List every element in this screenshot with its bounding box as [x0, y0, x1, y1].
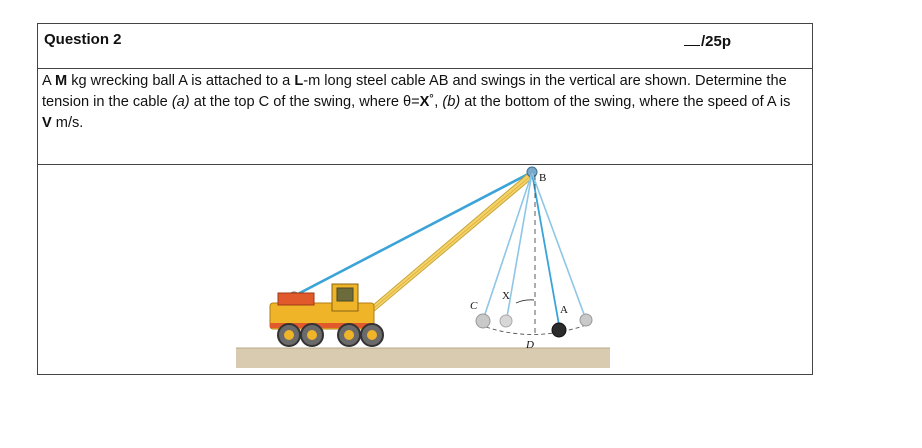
angle-variable: X: [419, 94, 430, 110]
problem-text: ˚,: [429, 94, 443, 110]
label-c: C: [470, 300, 478, 312]
figure-row: [38, 165, 812, 374]
swing-arc: [486, 325, 586, 335]
angle-arc: [516, 300, 534, 303]
label-a: A: [560, 304, 568, 316]
cable-ab: [532, 173, 559, 325]
ball-at-c: [476, 314, 490, 328]
part-a-label: (a): [171, 94, 190, 110]
ball-a: [552, 323, 566, 337]
cab-window: [337, 288, 353, 301]
problem-text: m/s.: [51, 115, 84, 131]
problem-text: A: [42, 73, 55, 89]
label-d: D: [526, 339, 534, 351]
problem-text: kg wrecking ball A is attached to a: [67, 73, 295, 89]
crane-engine-housing: [278, 293, 314, 305]
problem-statement-row: [38, 69, 812, 165]
label-b: B: [539, 172, 547, 184]
question-table: [37, 23, 813, 375]
ground: [236, 348, 610, 368]
question-title: Question 2: [44, 31, 122, 48]
question-score: [684, 31, 731, 50]
question-header-row: [38, 24, 812, 69]
length-variable: L: [294, 73, 304, 89]
part-b-label: (b): [442, 94, 461, 110]
speed-variable: V: [42, 115, 52, 131]
cable-right: [532, 173, 585, 317]
problem-text: at the bottom of the swing, where the speed of A is: [460, 94, 791, 110]
score-blank[interactable]: [684, 31, 700, 46]
problem-statement: [42, 71, 802, 134]
ball-right: [580, 314, 592, 326]
problem-text: at the top C of the swing, where θ=: [189, 94, 420, 110]
problem-text: -m long steel cable AB and swings in the vertical are shown. Determine the tension in the cable: [42, 73, 787, 110]
label-x: X: [502, 290, 510, 302]
mass-variable: M: [54, 73, 68, 89]
wrecking-ball-crane-figure: [38, 165, 812, 374]
ball-intermediate: [500, 315, 512, 327]
score-label: /25p: [701, 33, 732, 50]
